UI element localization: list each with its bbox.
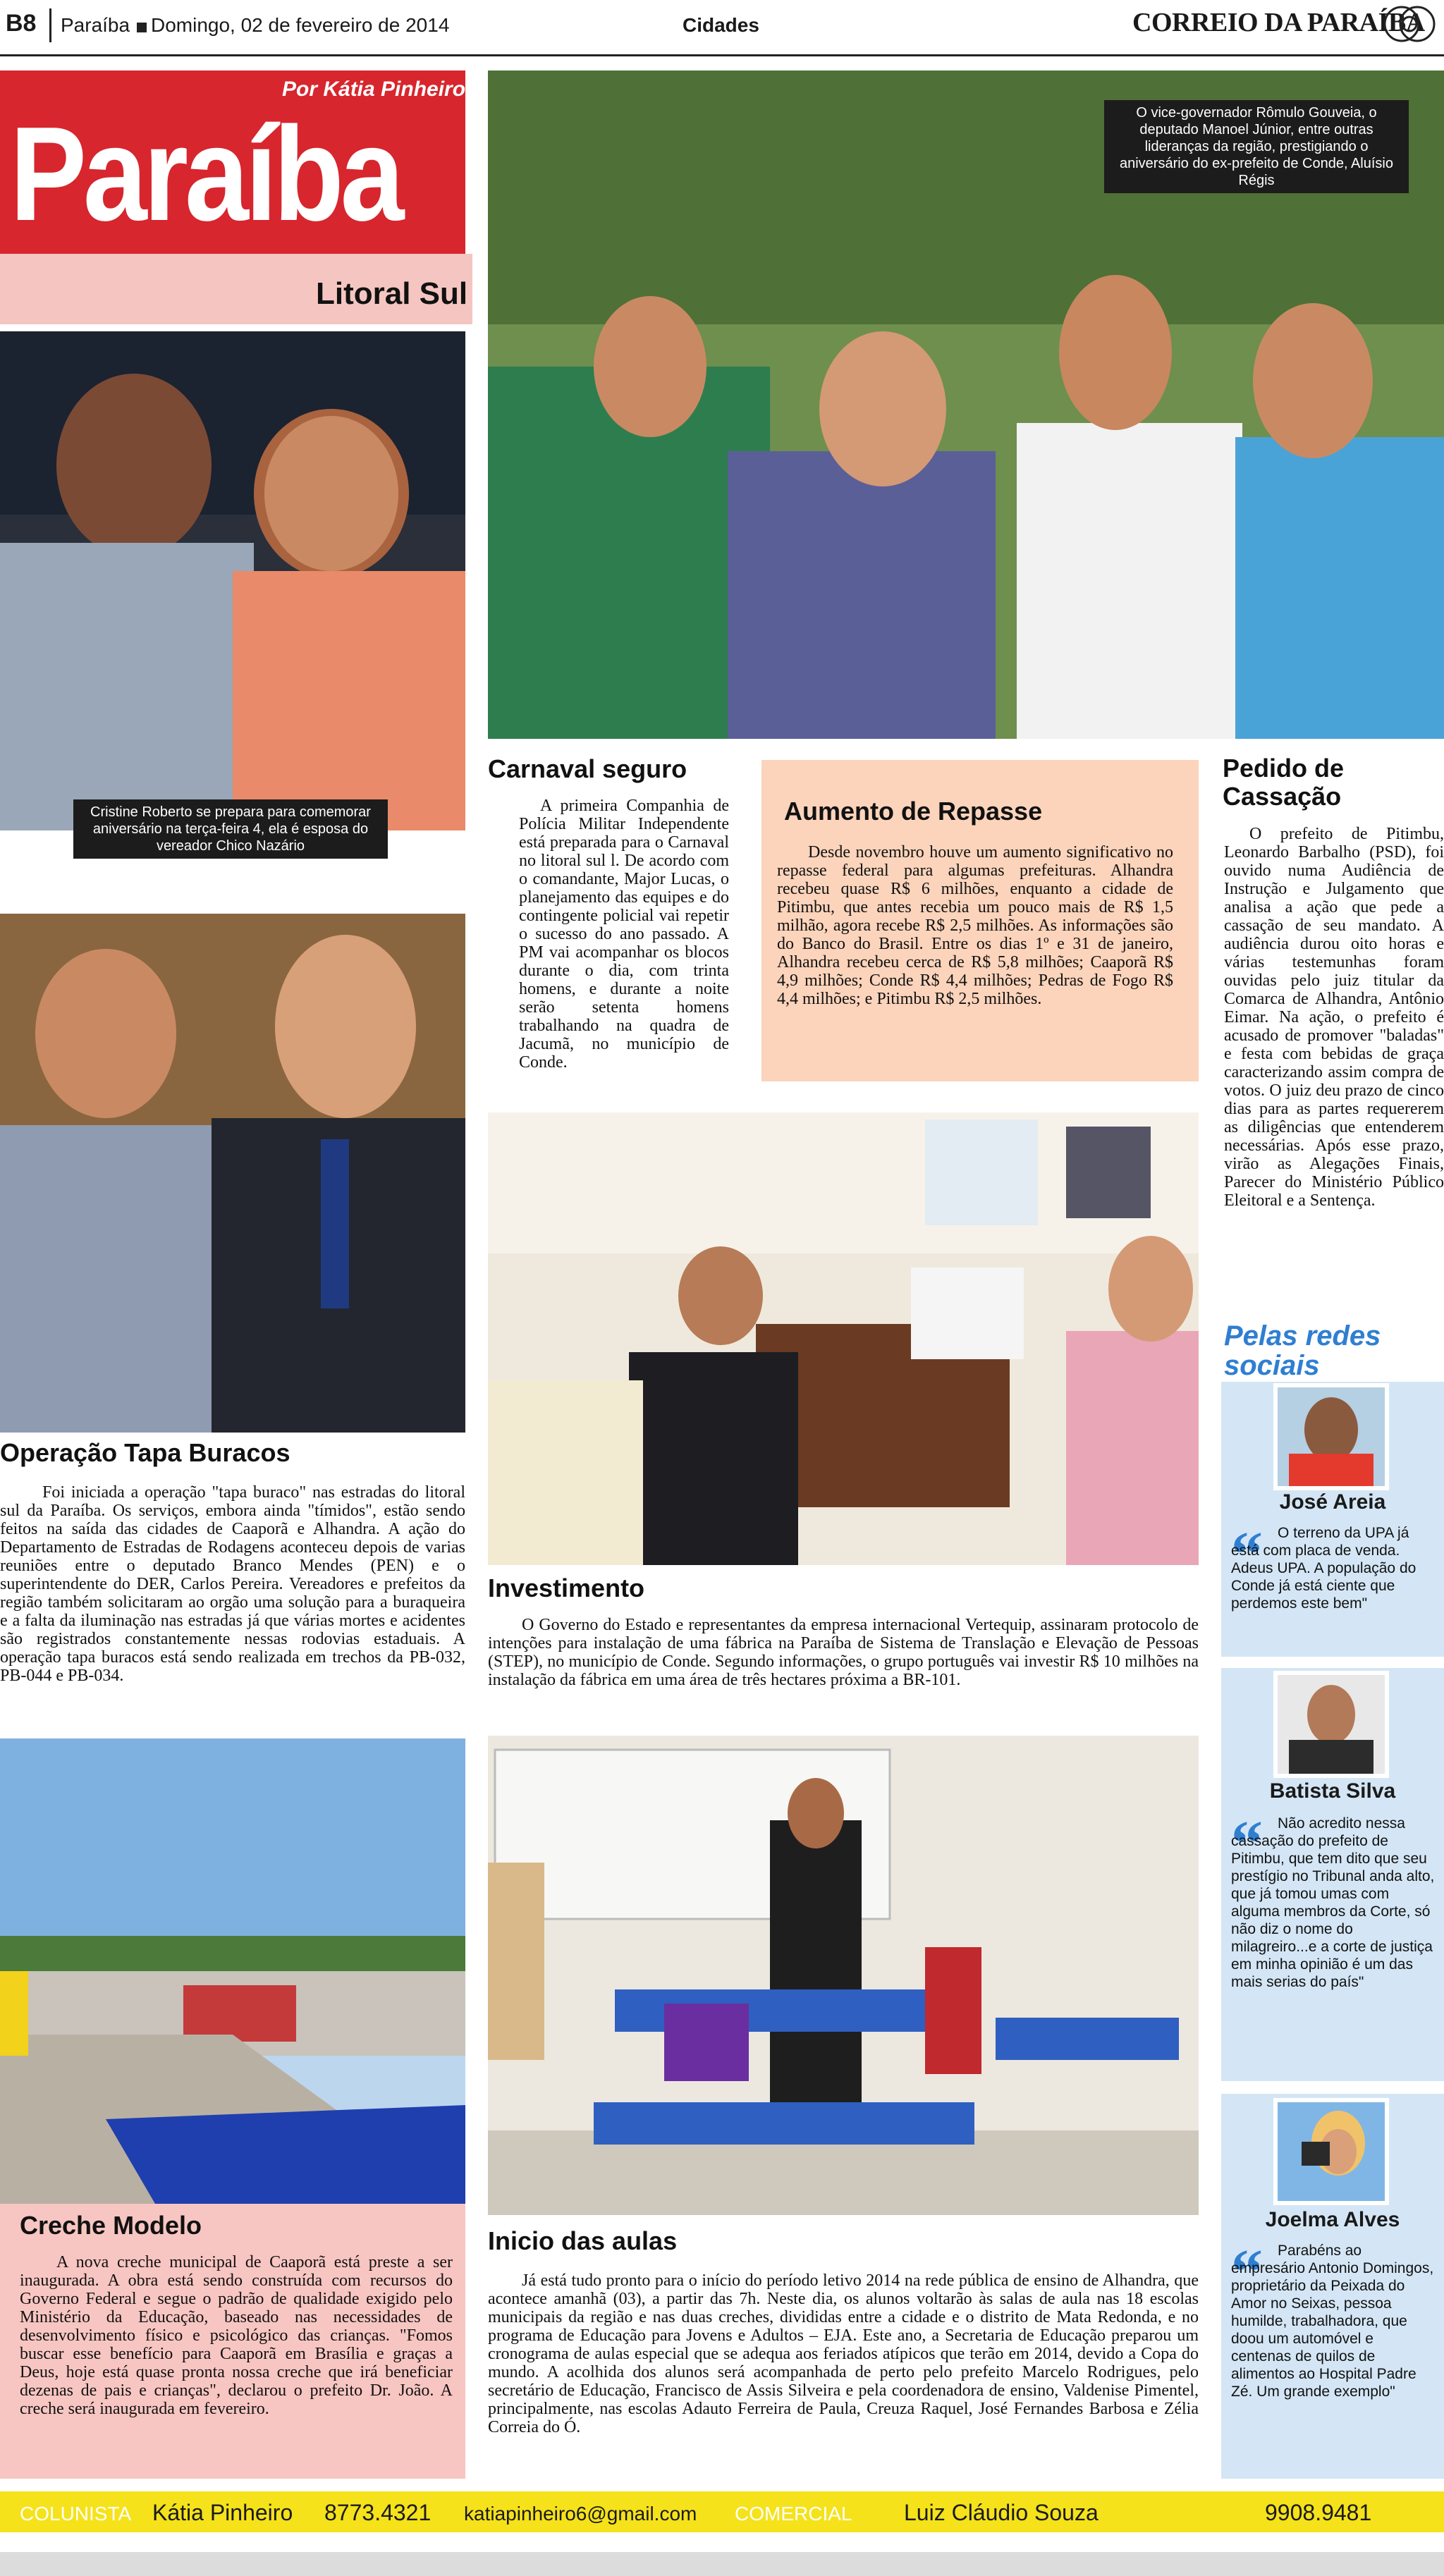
columnist-avatar [1273,1671,1389,1778]
investimento-headline: Investimento [488,1574,645,1602]
header-state: Paraíba [61,14,130,36]
classroom-photo [488,1736,1199,2215]
quote-icon: “ [1231,2237,1263,2307]
sidebar-title: Pelas redes sociais [1224,1320,1381,1381]
header-date: Domingo, 02 de fevereiro de 2014 [151,14,450,36]
carnaval-body: A primeira Companhia de Polícia Militar Independente está preparada para o Carnaval no litoral sul l. De acordo com o comandante, Major Lucas, o planejamento das equipes e do contingente policial vai repetir o sucesso do ano passado. A PM vai acompanhar os blocos durante o dia, com trinta homens, e durante a noite serão setenta homens trabalhando na quadra de Jacumã, no município de Conde. [519,797,729,1072]
quote-icon: “ [1231,1519,1263,1589]
columnist-quote: O terreno da UPA já está com placa de venda. Adeus UPA. A população do Conde já está ciente que perdemos este bem" [1231,1525,1417,1612]
couple-caption: Cristine Roberto se prepara para comemorar aniversário na terça-feira 4, ela é esposa do vereador Chico Nazário [73,799,388,859]
carnaval-headline: Carnaval seguro [488,754,687,783]
column-masthead [0,70,472,324]
buracos-headline: Operação Tapa Buracos [0,1438,290,1467]
commercial-phone: 9908.9481 [1265,2500,1372,2525]
masthead-title: Paraíba [10,99,401,249]
couple-photo [0,331,465,830]
newspaper-name: CORREIO DA PARAÍBA [1132,8,1425,37]
repasse-headline: Aumento de Repasse [784,797,1043,826]
section-name: Cidades [683,14,759,36]
square-bullet-icon [137,23,147,32]
meeting-photo [488,1112,1199,1565]
repasse-body: Desde novembro houve um aumento significativo no repasse federal para algumas prefeituras. Alhandra recebeu quase R$ 6 milhões, enquanto a cidade de Pitimbu, que antes recebia um pouco mais de R$ 1,5 milhão, agora recebe R$ 2,5 milhões. As informações são do Banco do Brasil. Entre os dias 1º e 31 de janeiro, Alhandra recebeu cerca de R$ 5,8 milhões; Caaporã R$ 4,9 milhões; Conde R$ 4,4 milhões; Pedras de Fogo R$ 4,4 milhões; e Pitimbu R$ 2,5 milhões. [777,843,1173,1008]
creche-photo [0,1738,465,2204]
buracos-body: Foi iniciada a operação "tapa buraco" nas estradas do litoral sul da Paraíba. Os serviços, embora ainda "tímidos", estão sendo feitos na saída das cidades de Caaporã e Alhandra. A ação do Departamento de Estradas de Rodagens aconteceu depois de varias reuniões entre o deputado Branco Mendes (PEN) e o superintendente do DER, Carlos Pereira. Vereadores e prefeitos da região também solicitaram ao orgão uma solução para a buraqueira e a falta da iluminação nas estradas já que várias mortes e acidentes são registrados constantemente nessas rodovias estaduais. A operação tapa buracos está sendo realizada em trechos da PB-032, PB-044 e PB-034. [0,1483,465,1685]
creche-body: A nova creche municipal de Caaporã está preste a ser inaugurada. A obra está sendo construída com recursos do Governo Federal e segue o padrão de qualidade exigido pelo Ministério da Educação, baseado nas necessidades de desenvolvimento físico e psicológico das crianças. "Fomos buscar esse benefício para Caaporã em Brasília e graças a Deus, hoje está quase pronta nossa creche que irá beneficiar dezenas de pais e crianças", declarou o prefeito Dr. João. A creche será inaugurada em fevereiro. [20,2253,453,2418]
columnist-label: COLUNISTA [20,2503,132,2525]
cassacao-headline: Pedido de Cassação [1223,754,1345,811]
group-caption: O vice-governador Rômulo Gouveia, o deputado Manoel Júnior, entre outras lideranças da região, prestigiando o aniversário do ex-prefeito de Conde, Aluísio Régis [1104,100,1409,193]
columnist-avatar [1273,1383,1389,1490]
aulas-body: Já está tudo pronto para o início do período letivo 2014 na rede pública de ensino de Alhandra, que acontece amanhã (03), a partir das 7h. Neste dia, os alunos voltarão às salas de aula nas 18 escolas municipais da região e nas duas creches, divididas entre a cidade e o distrito de Mata Redonda, e no programa de Educação para Jovens e Adultos – EJA. Este ano, a Secretaria de Educação preparou um cronograma de aulas especial que se adequa aos feriados atípicos que terão em 2014, devido a Copa do mundo. A acolhida dos alunos será acompanhada de perto pelo prefeito Marcelo Rodrigues, pelo secretário de Educação, Francisco de Assis Silveira e pela coordenadora de ensino, Valdenise Pimentel, principalmente, nas escolas Adauto Ferreira de Paula, Creuza Raquel, José Fernandes Barbosa e Zélia Correia do Ó. [488,2271,1199,2436]
columnist-card [1221,1668,1444,2081]
page-number: B8 [6,10,37,37]
columnist-quote: Não acredito nessa cassação do prefeito de Pitimbu, que tem dito que seu prestígio no Tribunal anda alto, que já tomou umas com alguma membros da Corte, só não diz o nome do milagreiro...e a corte de justiça em minha opinião é um das mais serias do país" [1231,1815,1435,1990]
contact-footer [0,2491,1444,2532]
columnist-avatar [1273,2098,1389,2205]
columnist-card [1221,1382,1444,1657]
quote-icon: “ [1231,1808,1263,1878]
aulas-headline: Inicio das aulas [488,2226,678,2255]
bottom-band [0,2552,1444,2576]
officials-photo [0,914,465,1433]
columnist-phone: 8773.4321 [324,2500,432,2525]
commercial-name: Luiz Cláudio Souza [904,2500,1099,2525]
header-divider [49,8,51,42]
columnist-name: José Areia [1279,1490,1386,1514]
page-header [0,0,1444,56]
newspaper-logo-icon [1382,4,1437,44]
columnist-card [1221,2094,1444,2479]
columnist-name: Batista Silva [1269,1779,1396,1803]
commercial-label: COMERCIAL [735,2503,852,2525]
investimento-body: O Governo do Estado e representantes da empresa internacional Vertequip, assinaram protocolo de intenções para instalação de uma fábrica na Paraíba de Sistema de Translação e Elevação de Pessoas (STEP), no município de Conde. Segundo informações, o grupo português vai investir R$ 10 milhões na instalação da fábrica em uma área de três hectares próxima a BR-101. [488,1616,1199,1689]
columnist-name: Joelma Alves [1265,2208,1400,2231]
columnist-quote: Parabéns ao empresário Antonio Domingos, proprietário da Peixada do Amor no Seixas, pessoa humilde, trabalhadora, que doou um automóvel e centenas de quilos de alimentos ao Hospital Padre Zé. Um grande exemplo" [1231,2243,1434,2400]
columnist-email[interactable]: katiapinheiro6@gmail.com [464,2503,697,2525]
creche-headline: Creche Modelo [20,2211,202,2240]
columnist-name-footer: Kátia Pinheiro [152,2500,293,2525]
masthead-byline: Por Kátia Pinheiro [282,78,466,101]
masthead-subtitle: Litoral Sul [316,276,468,311]
cassacao-body: O prefeito de Pitimbu, Leonardo Barbalho (PSD), foi ouvido numa Audiência de Instrução e Julgamento que analisa a ação que pede a cassação de seu mandato. A audiência durou oito horas e várias testemunhas foram ouvidas pelo juiz titular da Comarca de Alhandra, Antônio Eimar. Na ação, o prefeito é acusado de promover "baladas" e festa com bebidas de graça caracterizando assim compra de votos. O juiz deu prazo de cinco dias para as partes requererem as diligências que entenderem necessárias. Após esse prazo, virão as Alegações Finais, Parecer do Ministério Público Eleitoral e a Sentença. [1224,825,1444,1210]
